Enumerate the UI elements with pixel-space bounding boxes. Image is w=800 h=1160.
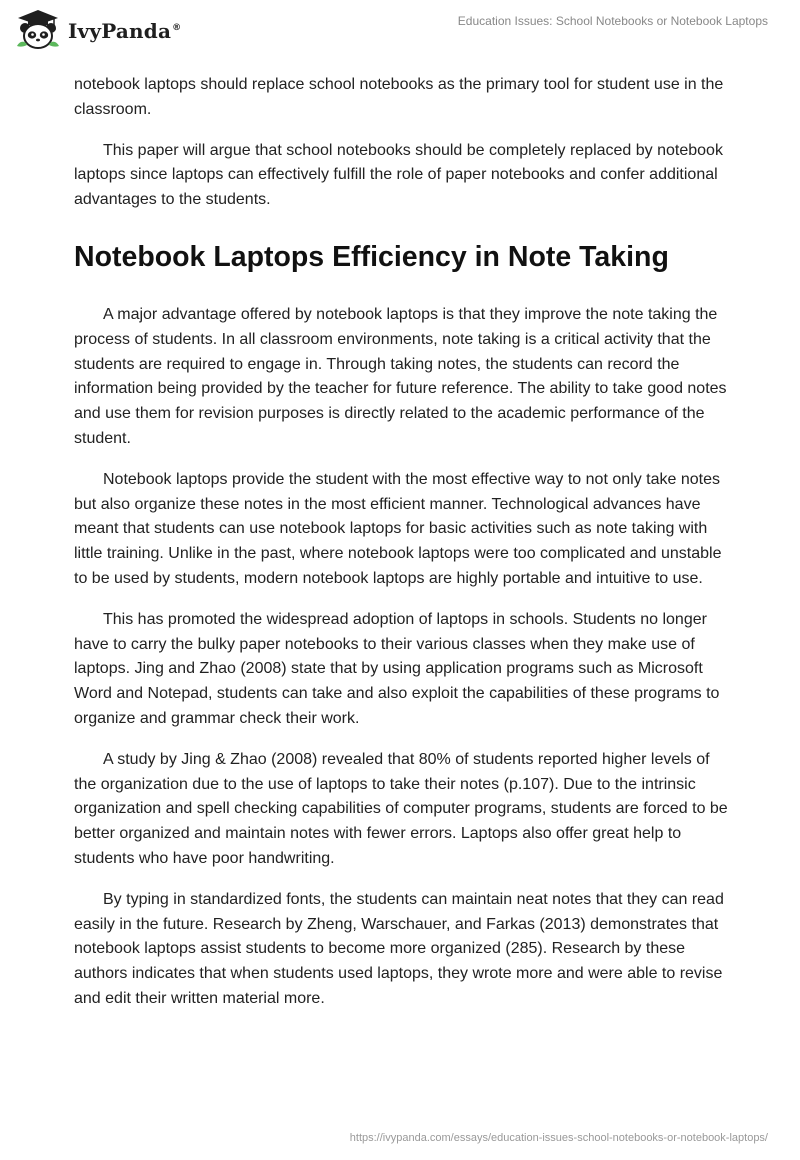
paragraph: By typing in standardized fonts, the students can maintain neat notes that they can read easily in the future. Research by Zheng, Warschauer, and Farkas (2013) demonstrates that notebook laptops assist students to become more organized (285). Research by these authors indicates that when students used laptops, they wrote more and were able to revise and edit their written material more.: [74, 890, 724, 1007]
brand-name-text: IvyPanda: [68, 19, 172, 43]
panda-graduate-icon: [14, 8, 62, 52]
paragraph: This has promoted the widespread adoption of laptops in schools. Students no longer have to carry the bulky paper notebooks to their various classes when they make use of laptops. Jing and Zhao (2008) state that by using application programs such as Microsoft Word and Notepad, students can take and also exploit the capabilities of these programs to organize and grammar check their work.: [74, 610, 720, 727]
paragraph-thesis: This paper will argue that school notebooks should be completely replaced by notebook laptops since laptops can effectively fulfill the role of paper notebooks and confer additional advantages to the students.: [74, 141, 723, 209]
paragraph: A major advantage offered by notebook laptops is that they improve the note taking the process of students. In all classroom environments, note taking is a critical activity that the students are required to engage in. Through taking notes, the students can record the information being provided by the teacher for future reference. The ability to take good notes and use them for revision purposes is directly related to the academic performance of the student.: [74, 305, 727, 447]
paragraph: Notebook laptops provide the student with the most effective way to not only take notes but also organize these notes in the most efficient manner. Technological advances have meant that students can use notebook laptops for basic activities such as note taking with little training. Unlike in the past, where notebook laptops were too complicated and unstable to be used by students, modern notebook laptops are highly portable and intuitive to use.: [74, 470, 722, 587]
brand-logo[interactable]: [14, 8, 181, 52]
paragraph-intro-continuation: notebook laptops should replace school notebooks as the primary tool for student use in the classroom.: [74, 76, 724, 118]
source-url[interactable]: https://ivypanda.com/essays/education-issues-school-notebooks-or-notebook-laptops/: [349, 1132, 768, 1144]
brand-registered-mark: ®: [172, 23, 182, 34]
brand-name: [68, 19, 181, 43]
section-heading: Notebook Laptops Efficiency in Note Taking: [74, 240, 669, 273]
paragraph: A study by Jing & Zhao (2008) revealed that 80% of students reported higher levels of the organization due to the use of laptops to take their notes (p.107). Due to the intrinsic organization and spell checking capabilities of computer programs, students are forced to be better organized and maintain notes with fewer errors. Laptops also offer great help to students who have poor handwriting.: [74, 750, 728, 867]
document-title: Education Issues: School Notebooks or Notebook Laptops: [457, 14, 768, 28]
page-header: [0, 0, 800, 60]
article-body: [74, 73, 734, 1012]
